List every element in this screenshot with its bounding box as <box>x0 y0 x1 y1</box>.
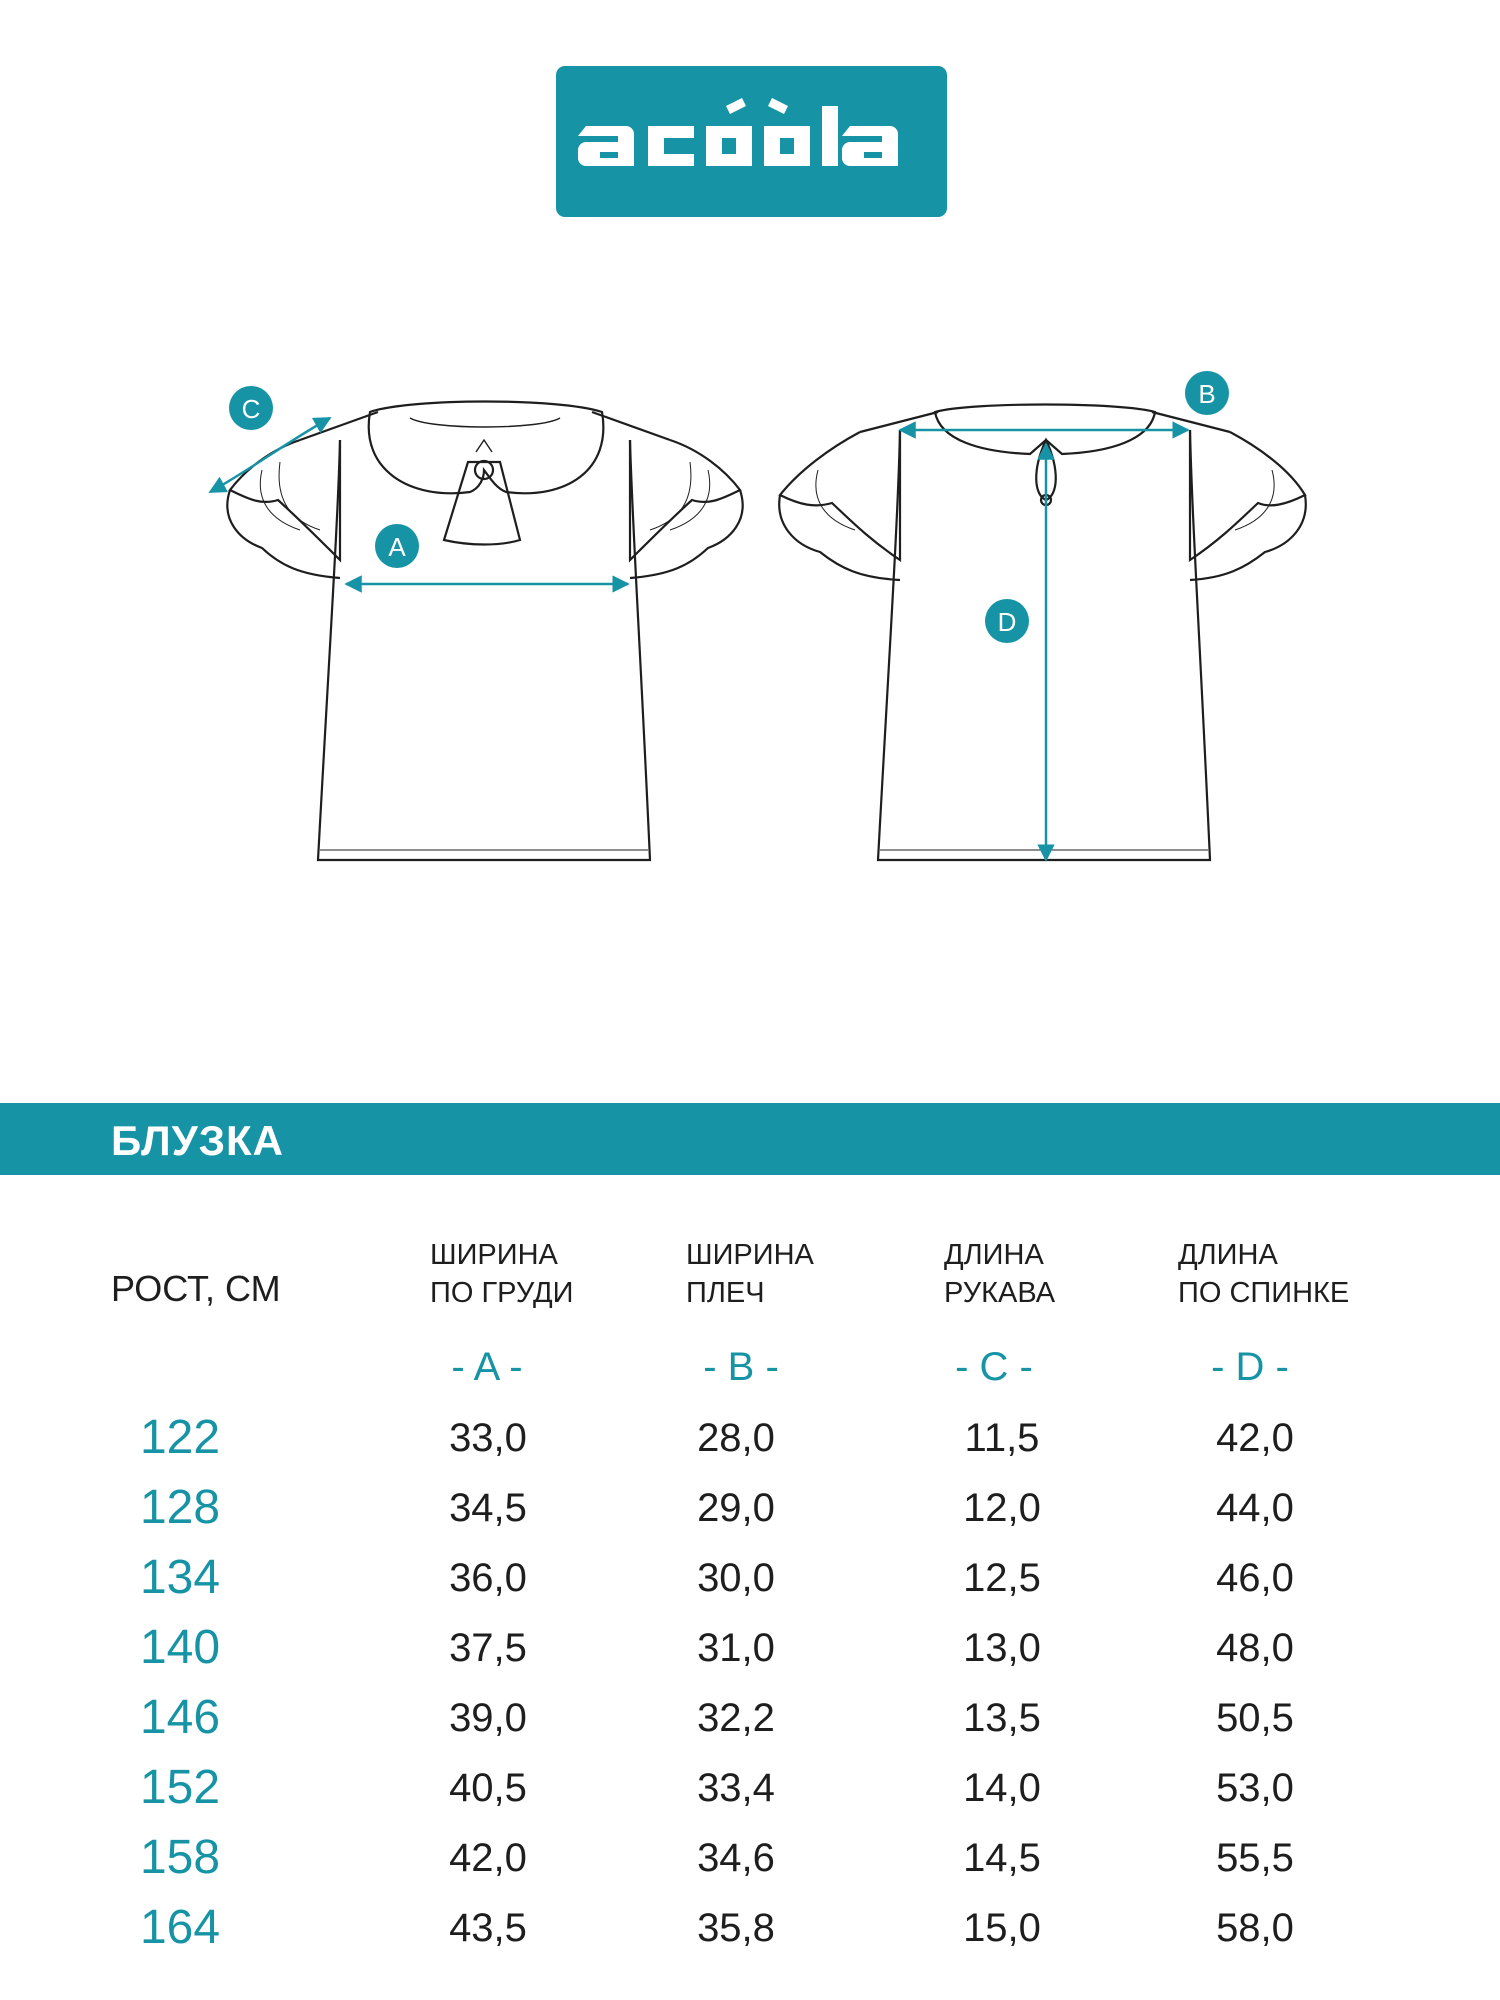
column-letter-b: - B - <box>703 1345 779 1389</box>
table-row <box>0 1760 1500 1830</box>
value-cell: 53,0 <box>1216 1766 1294 1810</box>
value-cell: 43,5 <box>449 1906 527 1950</box>
height-cell: 140 <box>139 1621 221 1674</box>
column-header-line: ДЛИНА <box>1178 1239 1278 1271</box>
value-cell: 46,0 <box>1216 1556 1294 1600</box>
value-cell: 33,4 <box>697 1766 775 1810</box>
value-cell: 11,5 <box>964 1416 1040 1460</box>
height-cell: 146 <box>139 1691 221 1744</box>
value-cell: 14,0 <box>963 1766 1041 1810</box>
height-cell: 122 <box>139 1411 221 1464</box>
value-cell: 44,0 <box>1216 1486 1294 1530</box>
value-cell: 13,5 <box>963 1696 1041 1740</box>
table-row <box>0 1550 1500 1620</box>
value-cell: 34,5 <box>449 1486 527 1530</box>
svg-text:D: D <box>997 607 1017 637</box>
value-cell: 50,5 <box>1216 1696 1294 1740</box>
value-cell: 34,6 <box>697 1836 775 1880</box>
column-header-chest <box>430 1236 573 1312</box>
table-row <box>0 1690 1500 1760</box>
height-cell: 128 <box>139 1481 221 1534</box>
svg-text:A: A <box>388 532 406 562</box>
garment-drawings <box>0 0 1500 900</box>
column-letter-c: - C - <box>955 1345 1033 1389</box>
front-view <box>227 402 742 861</box>
value-cell: 30,0 <box>697 1556 775 1600</box>
table-row <box>0 1480 1500 1550</box>
marker-d <box>985 599 1029 643</box>
column-header-back-length <box>1178 1236 1349 1312</box>
value-cell: 58,0 <box>1216 1906 1294 1950</box>
height-cell: 152 <box>139 1761 221 1814</box>
column-header-line: ДЛИНА <box>944 1239 1044 1271</box>
marker-c <box>229 386 273 430</box>
value-cell: 14,5 <box>963 1836 1041 1880</box>
value-cell: 55,5 <box>1216 1836 1294 1880</box>
column-header-line: ПО СПИНКЕ <box>1178 1277 1350 1309</box>
value-cell: 32,2 <box>697 1696 775 1740</box>
svg-text:B: B <box>1198 379 1216 409</box>
height-cell: 158 <box>139 1831 221 1884</box>
value-cell: 40,5 <box>449 1766 527 1810</box>
marker-b <box>1185 371 1229 415</box>
marker-a <box>375 524 419 568</box>
column-header-line: ПЛЕЧ <box>686 1277 765 1309</box>
column-header-line: ШИРИНА <box>430 1239 558 1271</box>
table-row <box>0 1830 1500 1900</box>
value-cell: 13,0 <box>963 1626 1041 1670</box>
column-header-line: ШИРИНА <box>686 1239 814 1271</box>
value-cell: 36,0 <box>449 1556 527 1600</box>
value-cell: 33,0 <box>449 1416 527 1460</box>
column-header-shoulders <box>686 1236 814 1312</box>
value-cell: 42,0 <box>1216 1416 1294 1460</box>
value-cell: 15,0 <box>963 1906 1041 1950</box>
height-cell: 134 <box>139 1551 221 1604</box>
column-letter-a: - A - <box>451 1345 523 1389</box>
value-cell: 48,0 <box>1216 1626 1294 1670</box>
product-title: БЛУЗКА <box>111 1117 285 1164</box>
column-header-sleeve <box>944 1236 1055 1312</box>
measure-c-line <box>210 418 330 492</box>
column-header-line: РУКАВА <box>944 1277 1056 1309</box>
measurement-lines <box>210 418 1188 860</box>
height-cell: 164 <box>139 1901 221 1954</box>
column-letter-d: - D - <box>1211 1345 1289 1389</box>
column-header-line: ПО ГРУДИ <box>430 1277 574 1309</box>
value-cell: 12,0 <box>963 1486 1041 1530</box>
value-cell: 35,8 <box>697 1906 775 1950</box>
table-row <box>0 1620 1500 1690</box>
value-cell: 28,0 <box>697 1416 775 1460</box>
table-row <box>0 1410 1500 1480</box>
value-cell: 31,0 <box>697 1626 775 1670</box>
value-cell: 37,5 <box>449 1626 527 1670</box>
back-view <box>779 405 1306 861</box>
value-cell: 29,0 <box>697 1486 775 1530</box>
value-cell: 39,0 <box>449 1696 527 1740</box>
value-cell: 42,0 <box>449 1836 527 1880</box>
value-cell: 12,5 <box>963 1556 1041 1600</box>
table-row <box>0 1900 1500 1970</box>
svg-text:C: C <box>241 394 261 424</box>
row-header: РОСТ, СМ <box>111 1268 281 1309</box>
title-band <box>0 1103 1500 1175</box>
